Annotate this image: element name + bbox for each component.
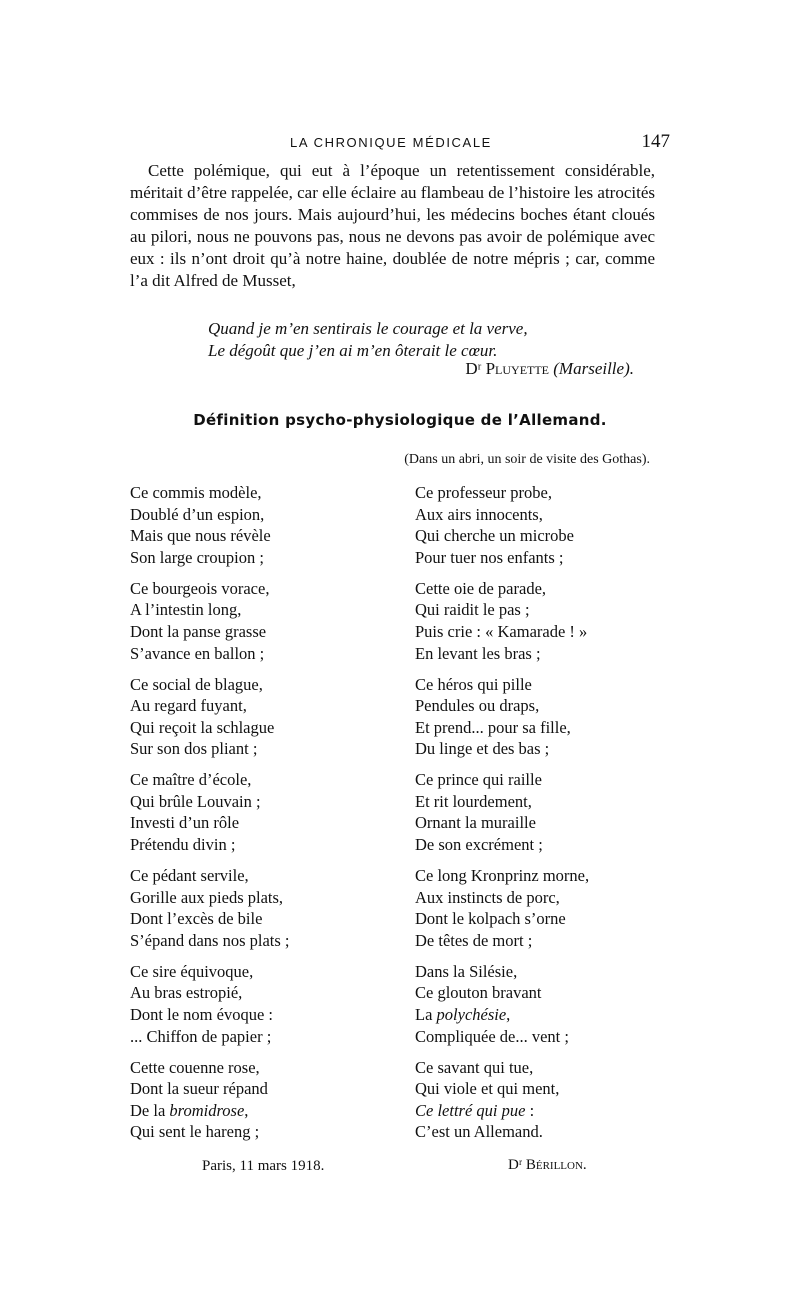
footer-signature	[508, 1157, 587, 1174]
signature-prefix: Dʳ	[465, 359, 486, 378]
poem-line: Et rit lourdement,	[415, 791, 532, 811]
poem-line: Qui reçoit la schlague	[130, 717, 275, 737]
stanza	[130, 578, 390, 664]
poem-line: De son excrément ;	[415, 835, 543, 855]
poem-line: Dans la Silésie,	[415, 961, 518, 981]
poem-line: Pour tuer nos enfants ;	[415, 547, 564, 567]
stanza	[130, 674, 390, 760]
stanza	[130, 865, 390, 951]
poem-line: Aux instincts de porc,	[415, 887, 560, 907]
poem-line: Ornant la muraille	[415, 813, 536, 833]
poem-line: Gorille aux pieds plats,	[130, 887, 284, 907]
poem-line: En levant les bras ;	[415, 643, 541, 663]
poem-line: C’est un Allemand.	[415, 1122, 543, 1142]
poem-line: Qui cherche un microbe	[415, 526, 574, 546]
poem-line: Ce bourgeois vorace,	[130, 578, 270, 598]
stanza	[415, 769, 665, 855]
footer-signature-name: Bérillon.	[525, 1157, 587, 1173]
poem-line: Aux airs innocents,	[415, 504, 543, 524]
poem-line: ... Chiffon de papier ;	[130, 1026, 272, 1046]
stanza	[130, 961, 390, 1047]
poem-line: Cette couenne rose,	[130, 1057, 260, 1077]
poem-line: Puis crie : « Kamarade ! »	[415, 621, 588, 641]
poem-line: A l’intestin long,	[130, 600, 242, 620]
poem-line: Pendules ou draps,	[415, 696, 540, 716]
stanza	[130, 1057, 390, 1143]
poem-line: Du linge et des bas ;	[415, 739, 550, 759]
poem-line: Au regard fuyant,	[130, 696, 247, 716]
poem-line: Prétendu divin ;	[130, 835, 236, 855]
stanza	[130, 482, 390, 568]
poem-line: Ce prince qui raille	[415, 770, 542, 790]
poem-line: La polychésie,	[415, 1005, 511, 1025]
poem-line: Dont la sueur répand	[130, 1079, 268, 1099]
stanza	[415, 961, 665, 1047]
poem-line: Ce pédant servile,	[130, 866, 249, 886]
poem-title: Définition psycho-physiologique de l’Allemand.	[193, 411, 607, 429]
poem-line: Dont l’excès de bile	[130, 909, 263, 929]
poem-line: Ce long Kronprinz morne,	[415, 866, 590, 886]
poem-line: Qui sent le hareng ;	[130, 1122, 260, 1142]
poem-line: Investi d’un rôle	[130, 813, 240, 833]
stanza	[415, 674, 665, 760]
poem-line: Mais que nous révèle	[130, 526, 271, 546]
signature-name: Pluyette	[485, 359, 550, 378]
stanza	[130, 769, 390, 855]
running-title: LA CHRONIQUE MÉDICALE	[290, 135, 492, 150]
poem-line: Dont le nom évoque :	[130, 1005, 273, 1025]
poem-line: Dont le kolpach s’orne	[415, 909, 566, 929]
poem-line: S’avance en ballon ;	[130, 643, 265, 663]
page-header	[130, 131, 670, 155]
poem-line: Ce savant qui tue,	[415, 1057, 534, 1077]
poem-left-column	[130, 482, 390, 1152]
poem-line: De têtes de mort ;	[415, 930, 533, 950]
poem-line: Et prend... pour sa fille,	[415, 717, 571, 737]
poem-line: Sur son dos pliant ;	[130, 739, 258, 759]
quote-line: Le dégoût que j’en ai m’en ôterait le cœur.	[208, 341, 498, 360]
poem-line: Ce glouton bravant	[415, 983, 542, 1003]
poem-line: S’épand dans nos plats ;	[130, 930, 290, 950]
poem-line: Doublé d’un espion,	[130, 504, 265, 524]
quote-signature	[465, 359, 634, 379]
poem-line: Dont la panse grasse	[130, 621, 267, 641]
poem-line: Ce héros qui pille	[415, 674, 532, 694]
stanza	[415, 1057, 665, 1143]
poem-line: Ce maître d’école,	[130, 770, 252, 790]
poem-line: Qui viole et qui ment,	[415, 1079, 560, 1099]
poem-right-column	[415, 482, 665, 1152]
poem-line: Au bras estropié,	[130, 983, 243, 1003]
poem-line: Compliquée de... vent ;	[415, 1026, 569, 1046]
poem-line: Ce social de blague,	[130, 674, 263, 694]
poem-line: Son large croupion ;	[130, 547, 264, 567]
footer-place-date: Paris, 11 mars 1918.	[202, 1158, 325, 1174]
signature-place: (Marseille).	[549, 359, 634, 378]
poem-line: Ce commis modèle,	[130, 483, 262, 502]
poem-line: Qui raidit le pas ;	[415, 600, 530, 620]
musset-quote	[208, 318, 528, 362]
poem-line: Cette oie de parade,	[415, 578, 547, 598]
footer-signature-prefix: Dʳ	[508, 1157, 526, 1173]
poem-line: Ce sire équivoque,	[130, 961, 254, 981]
paragraph-text: Cette polémique, qui eut à l’époque un retentissement considérable, méritait d’être rappelée, car elle éclaire au flambeau de l’histoire les atrocités commises de nos jours. Mais aujourd’hui, les médecins boches étant cloués au pilori, nous ne pouvons pas, nous ne devons pas avoir de polémique avec eux : ils n’ont droit qu’à notre haine, doublée de notre mépris ; car, comme l’a dit Alfred de Musset,	[130, 161, 655, 290]
page-number: 147	[641, 131, 670, 152]
poem-line: Ce lettré qui pue :	[415, 1100, 535, 1120]
intro-paragraph	[130, 160, 655, 292]
stanza	[415, 865, 665, 951]
poem-line: De la bromidrose,	[130, 1100, 249, 1120]
poem-line: Ce professeur probe,	[415, 483, 552, 502]
poem-line: Qui brûle Louvain ;	[130, 791, 261, 811]
stanza	[415, 482, 665, 568]
quote-line: Quand je m’en sentirais le courage et la verve,	[208, 319, 528, 338]
stanza	[415, 578, 665, 664]
poem-subtitle: (Dans un abri, un soir de visite des Gothas).	[404, 452, 650, 467]
